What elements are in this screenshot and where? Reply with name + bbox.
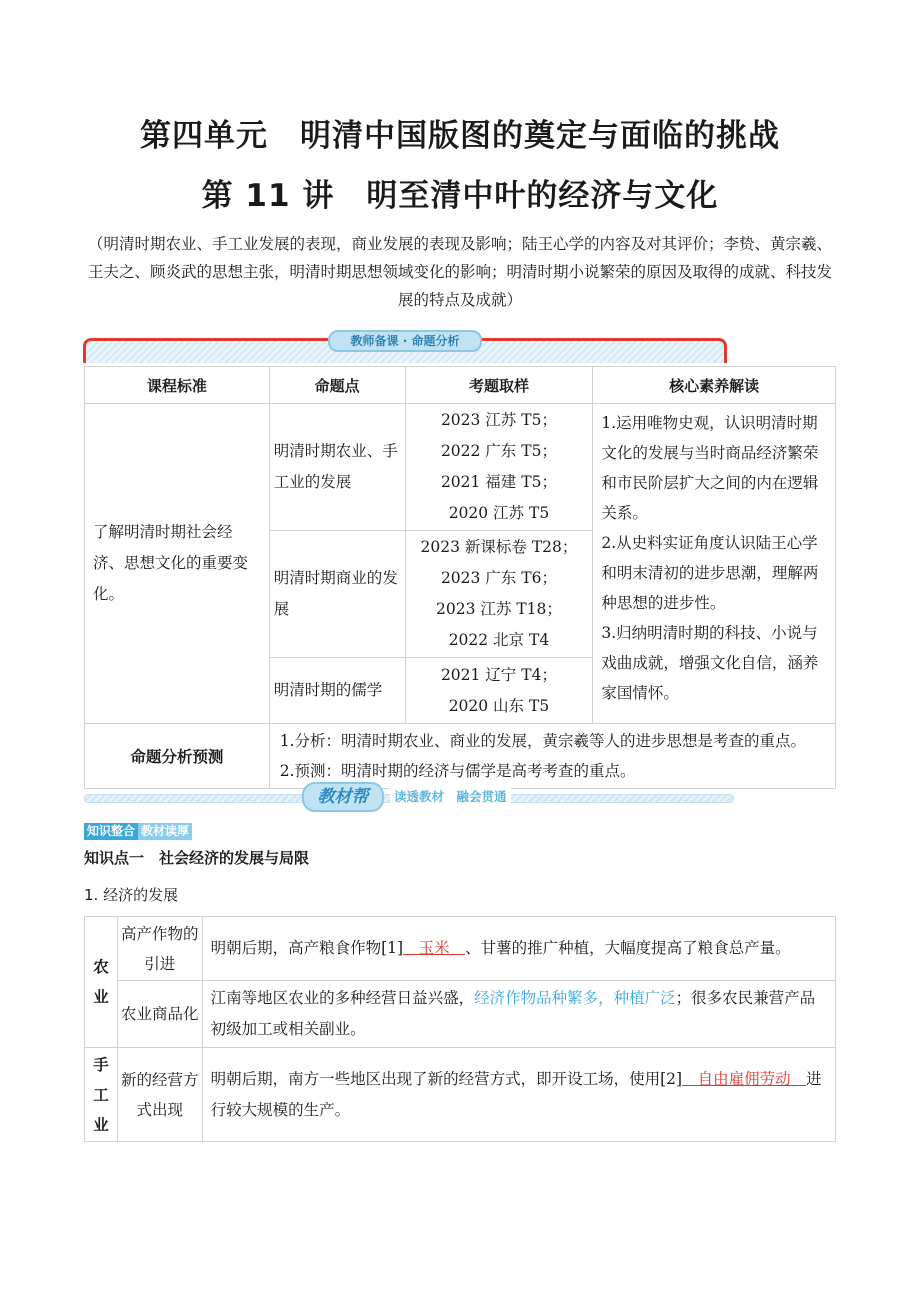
sample: 2021 福建 T5； bbox=[440, 473, 557, 491]
desc-text: ；很多农民兼营产品初级加工或相关副业。 bbox=[210, 989, 816, 1038]
point-2: 明清时期商业的发展 bbox=[269, 531, 405, 658]
sample: 2020 江苏 T5 bbox=[448, 504, 550, 522]
prediction-text bbox=[269, 724, 835, 789]
category-handicraft bbox=[85, 1048, 118, 1142]
tag-textbook: 教材读厚 bbox=[138, 823, 192, 840]
header-standard: 课程标准 bbox=[85, 367, 270, 404]
sample: 2023 江苏 T5； bbox=[440, 411, 557, 429]
prediction-label: 命题分析预测 bbox=[85, 724, 270, 789]
point-3: 明清时期的儒学 bbox=[269, 658, 405, 724]
category-label: 手工业 bbox=[93, 1055, 109, 1134]
core-item: 3.归纳明清时期的科技、小说与戏曲成就，增强文化自信，涵养家国情怀。 bbox=[601, 624, 819, 702]
analysis-table bbox=[84, 366, 836, 789]
desc-text: 江南等地区农业的多种经营日益兴盛， bbox=[210, 989, 475, 1007]
description bbox=[202, 981, 835, 1048]
knowledge-point-title: 知识点一 社会经济的发展与局限 bbox=[84, 849, 310, 867]
sub-topic: 新的经营方式出现 bbox=[117, 1048, 202, 1142]
header-point: 命题点 bbox=[269, 367, 405, 404]
prediction-item: 1.分析：明清时期农业、商业的发展，黄宗羲等人的进步思想是考查的重点。 bbox=[279, 732, 807, 750]
samples-1 bbox=[405, 404, 593, 531]
sub-topic: 农业商品化 bbox=[117, 981, 202, 1048]
lecture-title: 第 11 讲 明至清中叶的经济与文化 bbox=[201, 178, 719, 214]
sample: 2023 新课标卷 T28； bbox=[420, 538, 578, 556]
core-literacy bbox=[593, 404, 836, 724]
textbook-label: 教材帮 bbox=[302, 782, 384, 812]
tag-row bbox=[84, 820, 192, 837]
course-standard: 了解明清时期社会经济、思想文化的重要变化。 bbox=[85, 404, 270, 724]
core-item: 2.从史料实证角度认识陆王心学和明末清初的进步思潮，理解两种思想的进步性。 bbox=[601, 534, 819, 612]
answer-1: 玉米 bbox=[403, 939, 466, 957]
category-agriculture bbox=[85, 917, 118, 1048]
sample: 2022 广东 T5； bbox=[440, 442, 557, 460]
samples-3 bbox=[405, 658, 593, 724]
header-core: 核心素养解读 bbox=[593, 367, 836, 404]
desc-text: 明朝后期，高产粮食作物[1] bbox=[210, 939, 404, 957]
sample: 2021 辽宁 T4； bbox=[440, 665, 557, 684]
header-samples: 考题取样 bbox=[405, 367, 593, 404]
textbook-sub: 读透教材 融会贯通 bbox=[390, 787, 511, 805]
desc-text: 进行较大规模的生产。 bbox=[210, 1069, 822, 1119]
highlight-text: 经济作物品种繁多，种植广泛 bbox=[474, 989, 676, 1007]
prediction-item: 2.预测：明清时期的经济与儒学是高考考查的重点。 bbox=[279, 762, 636, 780]
core-item: 1.运用唯物史观，认识明清时期文化的发展与当时商品经济繁荣和市民阶层扩大之间的内在逻辑关系。 bbox=[601, 414, 819, 522]
intro-text: （明清时期农业、手工业发展的表现，商业发展的表现及影响；陆王心学的内容及对其评价；李贽、黄宗羲、王夫之、顾炎武的思想主张，明清时期思想领域变化的影响；明清时期小说繁荣的原因及取得的成就、科技发展的特点及成就） bbox=[87, 235, 832, 309]
desc-text: 、甘薯的推广种植，大幅度提高了粮食总产量。 bbox=[465, 939, 791, 957]
category-label: 农业 bbox=[93, 958, 109, 1006]
unit-title: 第四单元 明清中国版图的奠定与面临的挑战 bbox=[140, 118, 780, 154]
sample: 2020 山东 T5 bbox=[448, 696, 550, 715]
textbook-banner bbox=[84, 782, 734, 812]
description bbox=[202, 917, 835, 981]
answer-2: 自由雇佣劳动 bbox=[682, 1069, 807, 1088]
tag-knowledge: 知识整合 bbox=[84, 823, 138, 840]
point-1: 明清时期农业、手工业的发展 bbox=[269, 404, 405, 531]
description bbox=[202, 1048, 835, 1142]
sample: 2022 北京 T4 bbox=[448, 631, 550, 649]
sub-topic: 高产作物的引进 bbox=[117, 917, 202, 981]
teacher-prep-banner bbox=[83, 330, 723, 362]
section-title: 1. 经济的发展 bbox=[84, 886, 179, 904]
sample: 2023 广东 T6； bbox=[440, 569, 557, 587]
samples-2 bbox=[405, 531, 593, 658]
desc-text: 明朝后期，南方一些地区出现了新的经营方式，即开设工场，使用[2] bbox=[210, 1069, 683, 1088]
banner-label: 教师备课 · 命题分析 bbox=[328, 330, 482, 352]
sample: 2023 江苏 T18； bbox=[436, 600, 562, 618]
economy-table bbox=[84, 916, 836, 1142]
